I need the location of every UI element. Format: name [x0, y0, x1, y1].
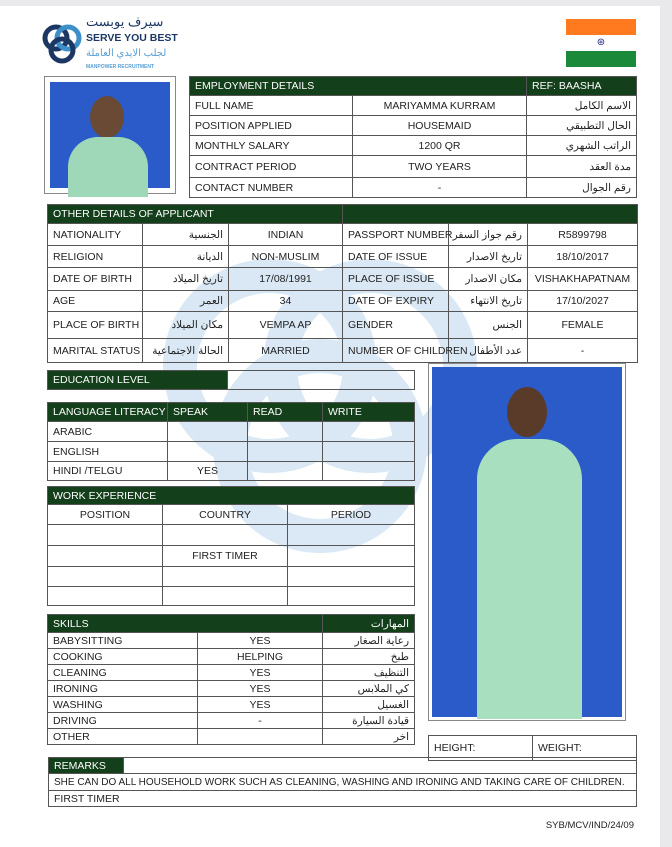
label: PLACE OF ISSUE — [343, 268, 449, 291]
company-logo — [42, 14, 182, 74]
read — [248, 422, 323, 442]
value — [198, 729, 323, 745]
value: - — [528, 339, 638, 363]
skill: DRIVING — [48, 713, 198, 729]
arabic-label: مكان الميلاد — [143, 312, 229, 339]
read — [248, 442, 323, 462]
value: 18/10/2017 — [528, 246, 638, 268]
arabic-label: الراتب الشهري — [527, 136, 637, 156]
remarks-header: REMARKS — [49, 758, 124, 774]
label: MONTHLY SALARY — [190, 136, 353, 156]
arabic-label: العمر — [143, 291, 229, 312]
height-field: HEIGHT: — [429, 736, 533, 761]
education-table — [47, 370, 415, 390]
other-details-table — [47, 204, 638, 363]
logo-sub: MANPOWER RECRUITMENT — [86, 64, 155, 70]
value: VISHAKHAPATNAM — [528, 268, 638, 291]
remarks-line: FIRST TIMER — [49, 791, 637, 807]
label: RELIGION — [48, 246, 143, 268]
arabic-label: الحالة الاجتماعية — [143, 339, 229, 363]
value: YES — [198, 681, 323, 697]
language: ENGLISH — [48, 442, 168, 462]
cv-page — [0, 6, 660, 847]
arabic-label: الحال التطبيقي — [527, 116, 637, 136]
value: HELPING — [198, 649, 323, 665]
value: VEMPA AP — [229, 312, 343, 339]
skill: OTHER — [48, 729, 198, 745]
speak — [168, 442, 248, 462]
value: - — [353, 178, 527, 198]
table-row — [48, 291, 638, 312]
value: R5899798 — [528, 224, 638, 246]
value: 34 — [229, 291, 343, 312]
label: DATE OF BIRTH — [48, 268, 143, 291]
value: MARRIED — [229, 339, 343, 363]
profile-photo-frame — [44, 76, 176, 194]
weight-field: WEIGHT: — [533, 736, 637, 761]
table-row — [48, 312, 638, 339]
read — [248, 462, 323, 481]
label: AGE — [48, 291, 143, 312]
label: GENDER — [343, 312, 449, 339]
language-table — [47, 402, 415, 481]
logo-arabic: سيرف يوبست — [86, 14, 164, 29]
value: YES — [198, 633, 323, 649]
employment-header: EMPLOYMENT DETAILS — [190, 77, 527, 96]
arabic-label: الجنسية — [143, 224, 229, 246]
arabic-label: تاريخ الانتهاء — [449, 291, 528, 312]
label: POSITION APPLIED — [190, 116, 353, 136]
value: YES — [198, 665, 323, 681]
table-row — [190, 136, 637, 156]
skills-table — [47, 614, 415, 745]
arabic-label: تاريخ الاصدار — [449, 246, 528, 268]
speak — [168, 422, 248, 442]
header-period: PERIOD — [288, 505, 415, 525]
table-row — [48, 422, 415, 442]
skills-header: SKILLS — [48, 615, 323, 633]
label: NUMBER OF CHILDREN — [343, 339, 449, 363]
value: NON-MUSLIM — [229, 246, 343, 268]
work-header: WORK EXPERIENCE — [48, 487, 415, 505]
value: MARIYAMMA KURRAM — [353, 96, 527, 116]
label: CONTRACT PERIOD — [190, 156, 353, 178]
table-row — [48, 697, 415, 713]
reference: REF: BAASHA — [527, 77, 637, 96]
arabic-label: الديانة — [143, 246, 229, 268]
skill: BABYSITTING — [48, 633, 198, 649]
value: 17/08/1991 — [229, 268, 343, 291]
remarks-table — [48, 757, 637, 807]
table-row — [48, 268, 638, 291]
education-header: EDUCATION LEVEL — [48, 371, 228, 390]
table-row — [190, 96, 637, 116]
header-position: POSITION — [48, 505, 163, 525]
logo-arabic-sub: لجلب الايدي العاملة — [86, 48, 167, 59]
label: DATE OF ISSUE — [343, 246, 449, 268]
write — [323, 442, 415, 462]
label: CONTACT NUMBER — [190, 178, 353, 198]
arabic-label: عدد الأطفال — [449, 339, 528, 363]
label: FULL NAME — [190, 96, 353, 116]
table-row — [48, 681, 415, 697]
speak: YES — [168, 462, 248, 481]
table-row — [48, 224, 638, 246]
header-read: READ — [248, 403, 323, 422]
other-details-header: OTHER DETAILS OF APPLICANT — [48, 205, 343, 224]
arabic-label: طبخ — [323, 649, 415, 665]
table-row — [48, 442, 415, 462]
arabic-label: الجنس — [449, 312, 528, 339]
header-language: LANGUAGE LITERACY — [48, 403, 168, 422]
value: INDIAN — [229, 224, 343, 246]
table-row — [190, 116, 637, 136]
logo-name: SERVE YOU BEST — [86, 32, 178, 44]
arabic-label: مكان الاصدار — [449, 268, 528, 291]
arabic-label: رقم جواز السفر — [449, 224, 528, 246]
value: TWO YEARS — [353, 156, 527, 178]
arabic-label: اخر — [323, 729, 415, 745]
header-country: COUNTRY — [163, 505, 288, 525]
value: 1200 QR — [353, 136, 527, 156]
table-row — [48, 633, 415, 649]
label: PLACE OF BIRTH — [48, 312, 143, 339]
arabic-label: التنظيف — [323, 665, 415, 681]
label: PASSPORT NUMBER — [343, 224, 449, 246]
value: YES — [198, 697, 323, 713]
arabic-label: قيادة السيارة — [323, 713, 415, 729]
skill: WASHING — [48, 697, 198, 713]
arabic-label: الغسيل — [323, 697, 415, 713]
value: HOUSEMAID — [353, 116, 527, 136]
skill: CLEANING — [48, 665, 198, 681]
table-row — [48, 339, 638, 363]
table-row — [48, 649, 415, 665]
india-flag — [566, 19, 636, 67]
value: FEMALE — [528, 312, 638, 339]
header-speak: SPEAK — [168, 403, 248, 422]
work-experience-table — [47, 486, 415, 606]
table-row — [48, 246, 638, 268]
skill: COOKING — [48, 649, 198, 665]
arabic-label: مدة العقد — [527, 156, 637, 178]
arabic-label: رعاية الصغار — [323, 633, 415, 649]
work-note: FIRST TIMER — [163, 546, 288, 567]
education-value — [228, 371, 415, 390]
write — [323, 422, 415, 442]
table-row — [48, 729, 415, 745]
table-row — [190, 156, 637, 178]
profile-photo — [50, 82, 170, 188]
language: ARABIC — [48, 422, 168, 442]
table-row — [48, 462, 415, 481]
table-row — [48, 713, 415, 729]
full-body-photo — [432, 367, 622, 717]
label: DATE OF EXPIRY — [343, 291, 449, 312]
ashoka-chakra-icon: ⊛ — [566, 35, 636, 51]
skill: IRONING — [48, 681, 198, 697]
value: 17/10/2027 — [528, 291, 638, 312]
table-row — [48, 665, 415, 681]
label: MARITAL STATUS — [48, 339, 143, 363]
remarks-line: SHE CAN DO ALL HOUSEHOLD WORK SUCH AS CLEANING, WASHING AND IRONING AND TAKING CARE OF CHILDREN. — [49, 774, 637, 791]
language: HINDI /TELGU — [48, 462, 168, 481]
logo-knot-icon — [42, 22, 82, 66]
arabic-label: رقم الجوال — [527, 178, 637, 198]
label: NATIONALITY — [48, 224, 143, 246]
arabic-label: الاسم الكامل — [527, 96, 637, 116]
header-write: WRITE — [323, 403, 415, 422]
full-photo-frame — [428, 363, 626, 721]
employment-details-table — [189, 76, 637, 198]
value: - — [198, 713, 323, 729]
arabic-label: كي الملابس — [323, 681, 415, 697]
arabic-label: تاريخ الميلاد — [143, 268, 229, 291]
table-row — [190, 178, 637, 198]
document-code: SYB/MCV/IND/24/09 — [545, 820, 634, 831]
write — [323, 462, 415, 481]
skills-header-arabic: المهارات — [323, 615, 415, 633]
